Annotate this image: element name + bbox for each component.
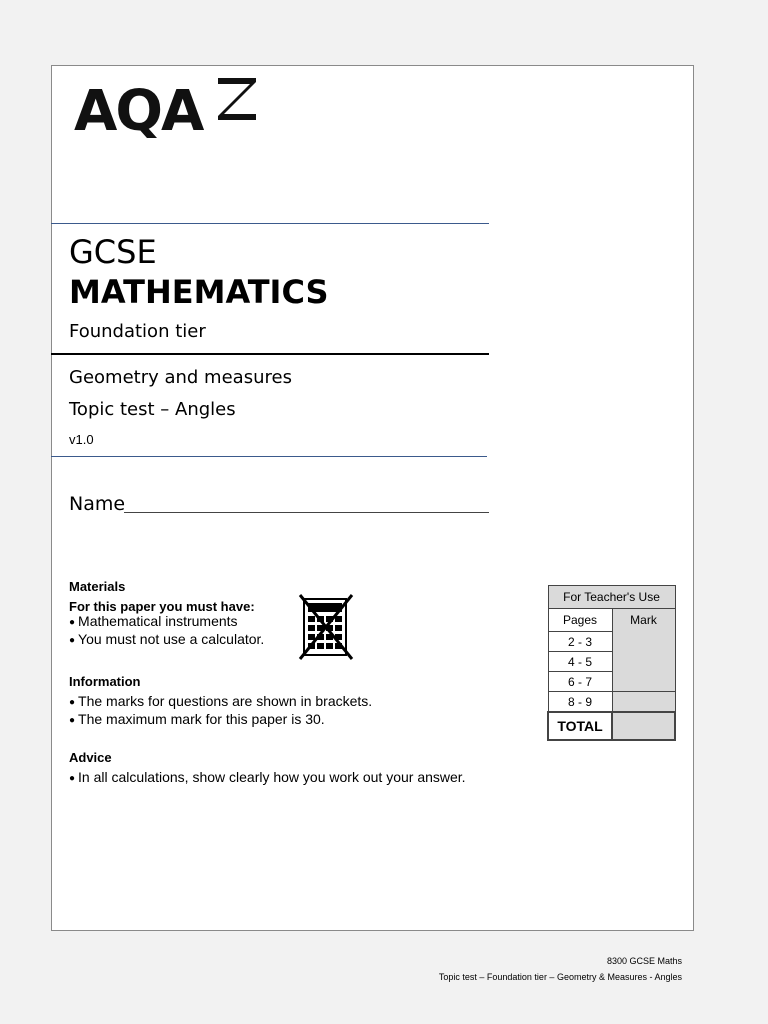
pages-cell: 2 - 3 [548,632,612,652]
mark-cell[interactable] [612,632,675,652]
divider-middle [51,353,489,355]
materials-heading: Materials [69,579,126,594]
test-label: Topic test – Angles [69,399,236,420]
mark-header: Mark [612,609,675,632]
materials-subheading: For this paper you must have: [69,599,255,614]
pages-cell: 4 - 5 [548,652,612,672]
name-field[interactable] [124,512,489,513]
divider-bottom [51,456,487,457]
footer-code: 8300 GCSE Maths [606,956,682,966]
divider-top [51,223,489,224]
logo-text: AQA [74,79,203,144]
list-item: ● In all calculations, show clearly how you work out your answer. [69,769,466,785]
tier-label: Foundation tier [69,321,206,342]
mark-cell[interactable] [612,672,675,692]
pages-cell: 6 - 7 [548,672,612,692]
logo-mark-icon [218,78,256,120]
qualification-title: GCSE [69,233,157,271]
list-item: ● The maximum mark for this paper is 30. [69,711,325,727]
information-heading: Information [69,674,141,689]
footer-title: Topic test – Foundation tier – Geometry & Measures - Angles [438,972,682,982]
teacher-table-title: For Teacher's Use [548,586,675,609]
total-mark-cell[interactable] [612,712,675,740]
topic-label: Geometry and measures [69,367,292,388]
name-label: Name [69,493,126,515]
total-label: TOTAL [548,712,612,740]
mark-cell[interactable] [612,652,675,672]
pages-cell: 8 - 9 [548,692,612,713]
page-frame [51,65,694,931]
teacher-use-table [547,585,676,741]
list-item: ● You must not use a calculator. [69,631,265,647]
mark-cell[interactable] [612,692,675,713]
no-calculator-icon [298,593,354,661]
advice-heading: Advice [69,750,112,765]
subject-title: MATHEMATICS [69,273,329,311]
list-item: ● The marks for questions are shown in brackets. [69,693,373,709]
aqa-logo [74,78,256,142]
pages-header: Pages [548,609,612,632]
list-item: ● Mathematical instruments [69,613,238,629]
version-label: v1.0 [69,432,94,447]
